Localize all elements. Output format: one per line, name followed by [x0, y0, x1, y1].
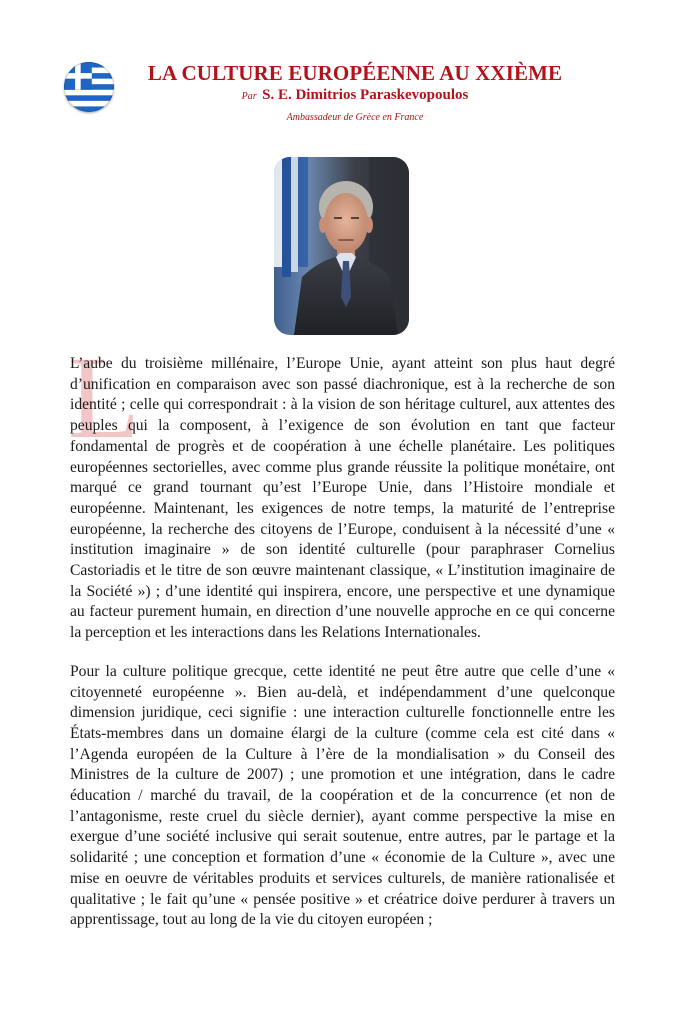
- article-title: LA CULTURE EUROPÉENNE AU XXIÈME: [147, 61, 563, 85]
- article-header: [120, 60, 590, 123]
- paragraph-2: Pour la culture politique grecque, cette identité ne peut être autre que celle d’une « citoyenneté européenne ». Bien au-delà, et indépendamment d’une quelconque dimension juridique, ceci signifie : une interaction culturelle fonctionnelle entre les États-membres dans un domaine élargi de la culture (comme cela est cité dans « l’Agenda européen de la Culture à l’ère de la mondialisation » du Conseil des Ministres de la culture de 2007) ; une promotion et une intégration, dans le cadre éducation / marché du travail, de la coopération et de la concurrence (et non de l’antagonisme, reste cruel du siècle dernier), ayant comme perspective la mise en exergue d’une société inclusive qui serait soutenue, entre autres, par le partage et la solidarité ; une conception et formation d’une « économie de la Culture », avec une mise en oeuvre de véritables produits et services culturels, de manière rationalisée et qualitative ; le fait qu’une « pensée positive » et créatrice doive perdurer à travers un apprentissage, tout au long de la vie du citoyen européen ;: [70, 662, 615, 929]
- author-name: S. E. Dimitrios Paraskevopoulos: [262, 87, 469, 103]
- author-portrait: [274, 157, 409, 335]
- byline-prefix: Par: [241, 91, 257, 102]
- article-body: [70, 354, 615, 931]
- greek-flag-icon: [64, 62, 114, 112]
- byline: [120, 86, 590, 106]
- drop-cap-letter: L: [68, 332, 141, 463]
- paragraph-1: L’aube du troisième millénaire, l’Europe Unie, ayant atteint son plus haut degré d’unification en comparaison avec son passé diachronique, est à la recherche de son identité ; celle qui correspondrait : à la vision de son héritage culturel, aux attentes des peuples qui la composent, à l’exigence de son évolution en tant que facteur fondamental de progrès et de coopération à une échelle planétaire. Les politiques européennes sectorielles, avec comme plus grande réussite la politique monétaire, ont marqué ce grand tournant qu’est l’Europe Unie, dans l’Histoire mondiale et européenne. Maintenant, les exigences de notre temps, la maturité de l’entreprise européenne, la recherche des citoyens de l’Europe, conduisent à la nécessité d’une « institution imaginaire » de son identité culturelle (pour paraphraser Cornelius Castoriadis et le titre de son œuvre maintenant classique, « L’institution imaginaire de la Société ») ; d’une identité qui inspirera, encore, une perspective et une dynamique au facteur purement humain, en direction d’une nouvelle approche en ce qui concerne la perception et les interactions dans les Relations Internationales.: [70, 355, 615, 642]
- author-role: Ambassadeur de Grèce en France: [286, 112, 424, 123]
